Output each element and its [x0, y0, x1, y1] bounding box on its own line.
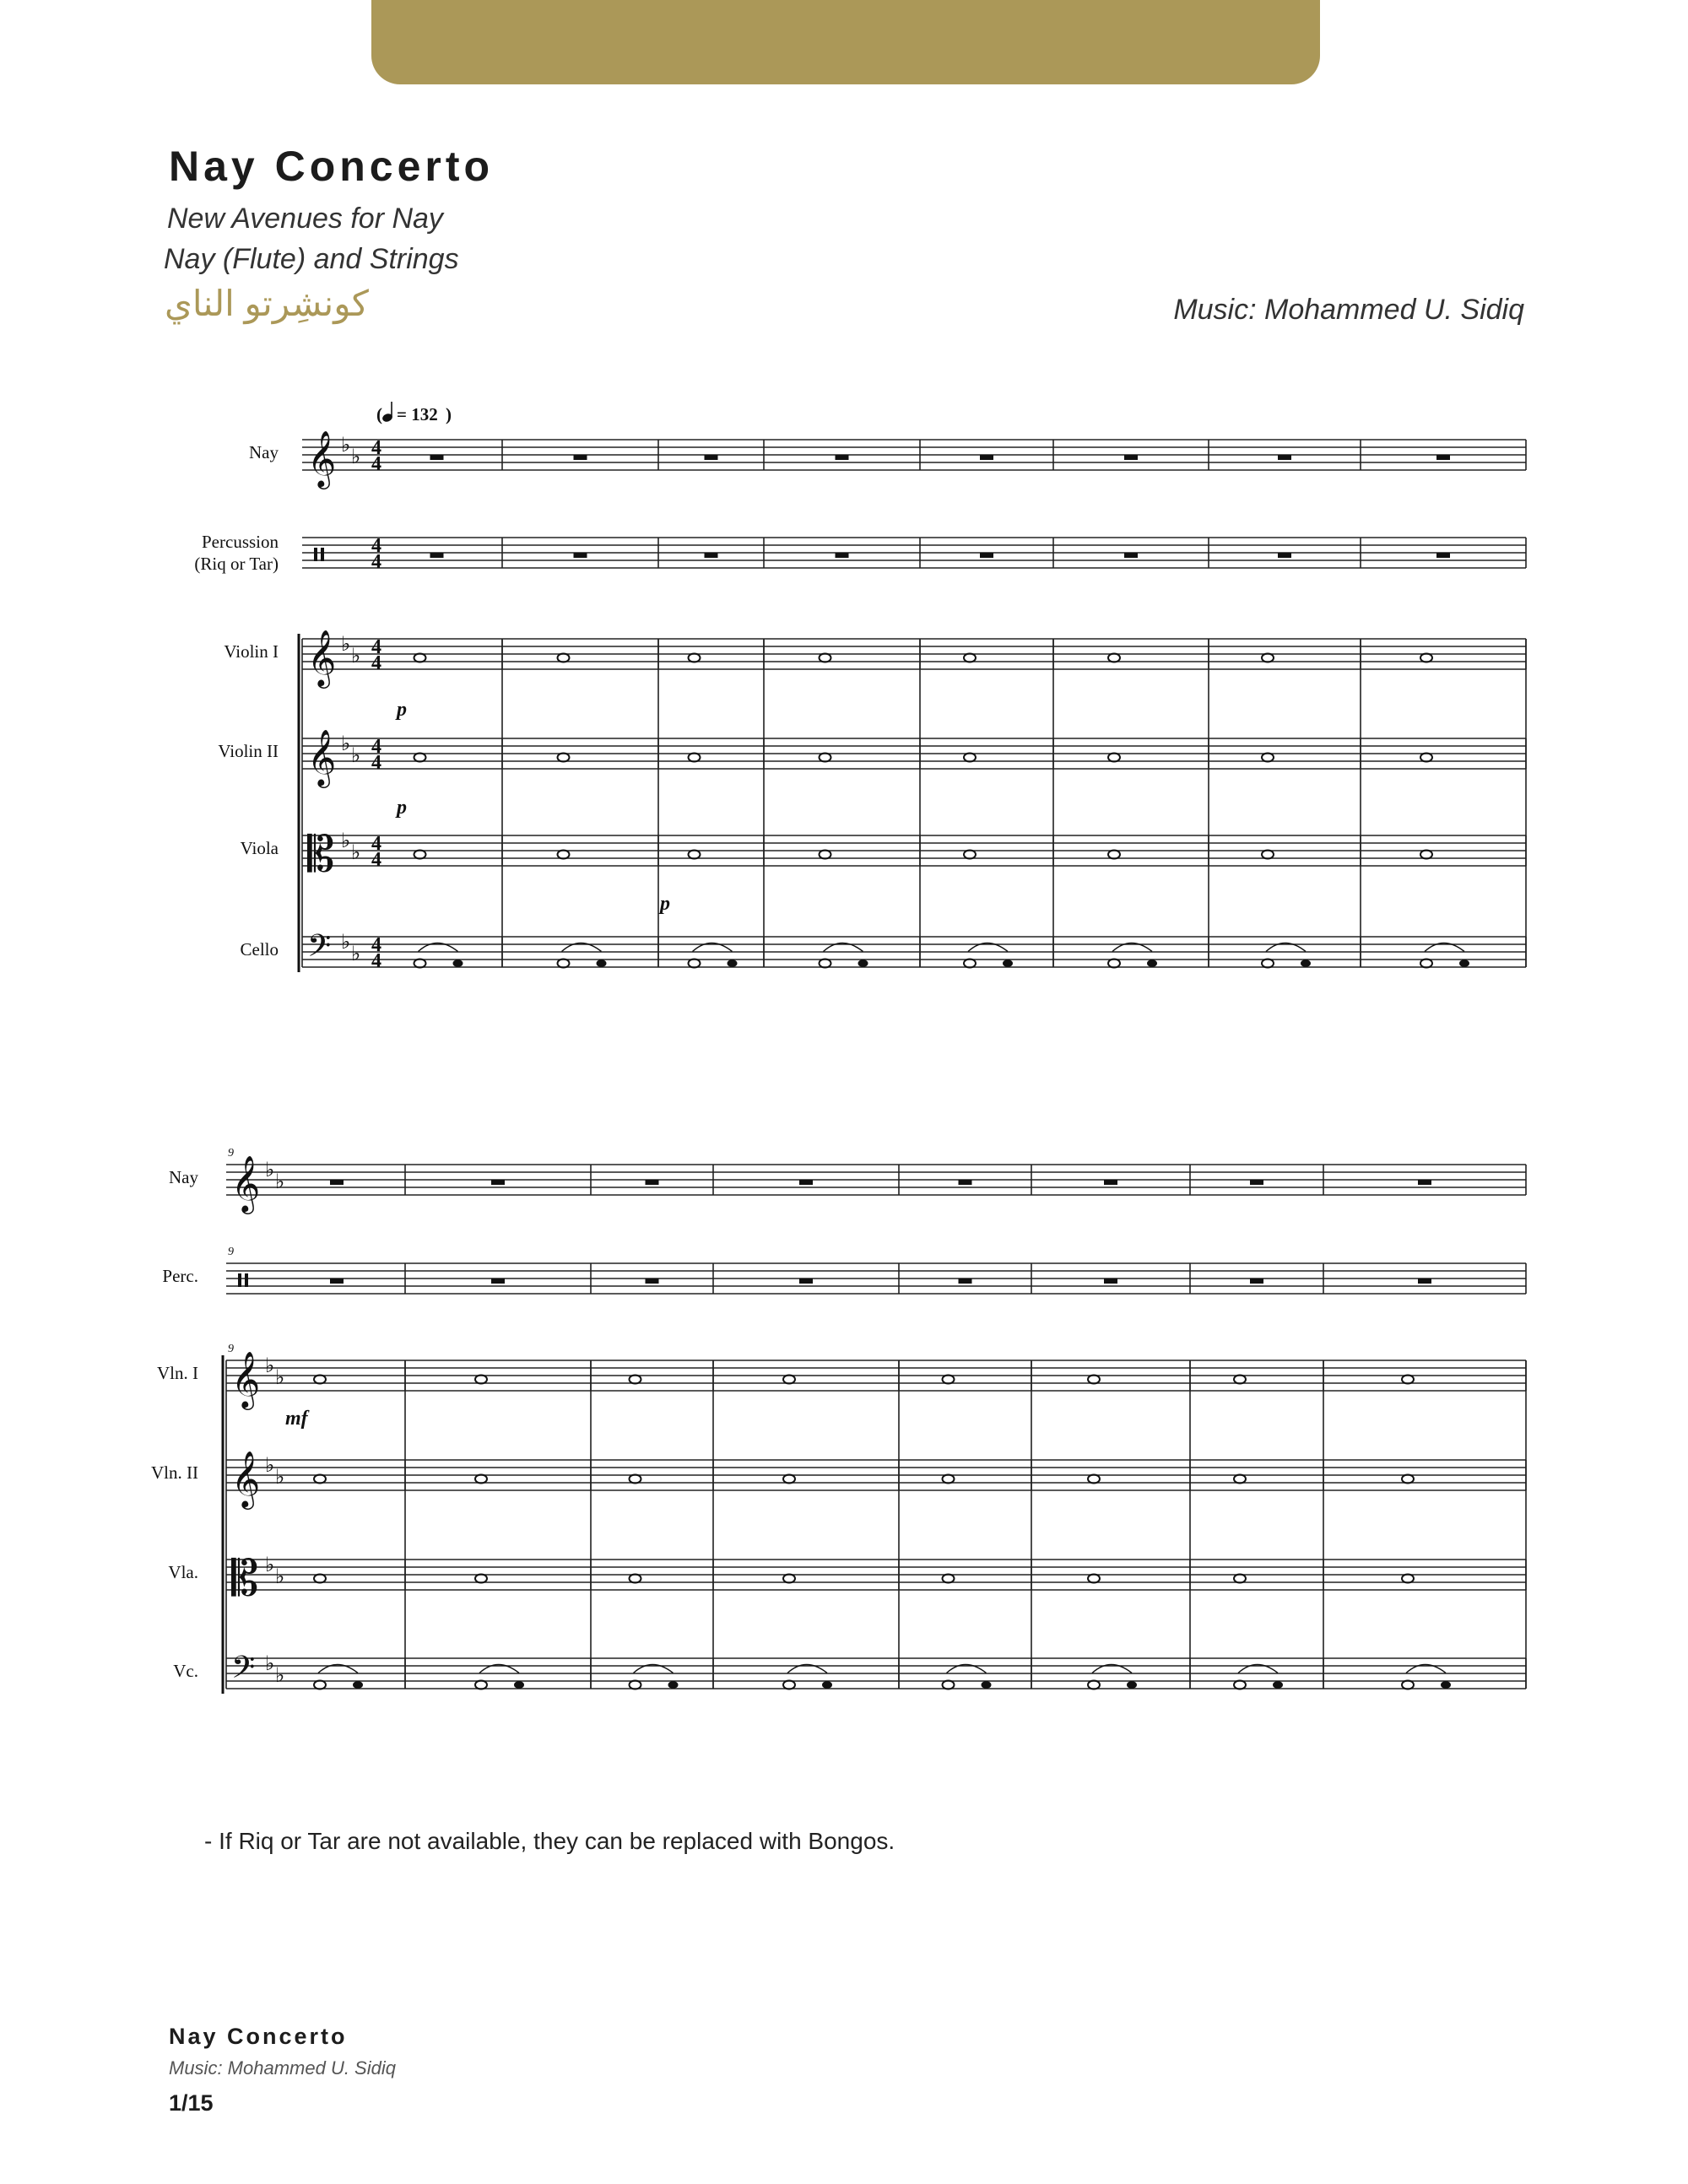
arabic-title: كونشِرتو الناي [165, 284, 369, 323]
note-head [630, 1475, 641, 1484]
whole-rest [491, 1180, 505, 1185]
flat-icon: ♭ [275, 1565, 285, 1588]
note-head [689, 960, 701, 968]
flat-icon: ♭ [275, 1465, 285, 1489]
note-head [414, 960, 426, 968]
time-signature-denominator: 4 [371, 453, 381, 475]
whole-rest [1250, 1180, 1263, 1185]
whole-rest [1104, 1279, 1117, 1284]
note-head [1234, 1475, 1246, 1484]
whole-rest [330, 1279, 344, 1284]
note-head [1127, 1681, 1137, 1689]
treble-clef-icon: 𝄞 [231, 1350, 261, 1408]
note-head [630, 1681, 641, 1689]
whole-rest [1278, 455, 1291, 460]
note-head [822, 1681, 832, 1689]
bass-clef-icon: 𝄢 [307, 928, 332, 971]
note-head [1420, 960, 1432, 968]
flat-icon: ♭ [351, 743, 361, 767]
footer-composer: Music: Mohammed U. Sidiq [169, 2057, 396, 2079]
flat-icon: ♭ [341, 829, 351, 852]
note-head [1402, 1475, 1414, 1484]
whole-rest [980, 455, 993, 460]
note-head [314, 1681, 326, 1689]
note-head [630, 1575, 641, 1583]
whole-rest [799, 1180, 813, 1185]
page-title: Nay Concerto [169, 143, 495, 190]
note-head [689, 851, 701, 859]
alto-clef-icon: 𝄡 [231, 1549, 259, 1607]
note-head [1003, 960, 1013, 967]
treble-clef-icon: 𝄞 [307, 728, 337, 786]
note-head [558, 960, 570, 968]
instrument-label: Nay [249, 442, 279, 462]
note-head [783, 1475, 795, 1484]
whole-rest [574, 455, 587, 460]
treble-clef-icon: 𝄞 [307, 430, 337, 487]
whole-rest [959, 1279, 972, 1284]
note-head [964, 754, 976, 762]
note-head [964, 851, 976, 859]
note-head [1262, 754, 1274, 762]
whole-rest [330, 1180, 344, 1185]
note-head [1234, 1376, 1246, 1384]
whole-rest [1436, 553, 1450, 558]
flat-icon: ♭ [341, 732, 351, 755]
percussion-clef-icon [238, 1273, 241, 1287]
measure-number: 9 [228, 1246, 234, 1258]
flat-icon: ♭ [351, 445, 361, 468]
instrument-label: Cello [240, 939, 279, 960]
flat-icon: ♭ [265, 1158, 275, 1181]
note-head [558, 851, 570, 859]
note-head [1301, 960, 1311, 967]
note-head [943, 1575, 955, 1583]
note-head [964, 960, 976, 968]
whole-rest [1124, 455, 1138, 460]
whole-rest [836, 553, 849, 558]
flat-icon: ♭ [265, 1652, 275, 1675]
whole-rest [1124, 553, 1138, 558]
dynamic-marking: p [660, 893, 670, 915]
note-head [1088, 1376, 1100, 1384]
note-head [1420, 851, 1432, 859]
instrument-label: Viola [240, 838, 279, 858]
tempo-close-paren: ) [446, 404, 452, 424]
whole-rest [646, 1279, 659, 1284]
flat-icon: ♭ [351, 942, 361, 965]
flat-icon: ♭ [341, 930, 351, 954]
note-head [1108, 851, 1120, 859]
flat-icon: ♭ [275, 1663, 285, 1687]
time-signature-denominator: 4 [371, 849, 381, 871]
time-signature-numerator: 4 [371, 736, 381, 758]
instrument-label: Vla. [168, 1562, 198, 1582]
note-head [820, 960, 831, 968]
time-signature-denominator: 4 [371, 652, 381, 674]
alto-clef-icon: 𝄡 [307, 825, 335, 883]
note-head [1262, 851, 1274, 859]
note-head [982, 1681, 992, 1689]
note-head [943, 1475, 955, 1484]
note-head [314, 1575, 326, 1583]
note-head [783, 1376, 795, 1384]
note-head [558, 654, 570, 662]
instrument-label: Violin I [224, 641, 279, 662]
footnote: - If Riq or Tar are not available, they can be replaced with Bongos. [204, 1828, 895, 1854]
footer-title: Nay Concerto [169, 2024, 348, 2049]
note-head [1402, 1376, 1414, 1384]
note-head [820, 754, 831, 762]
whole-rest [705, 553, 718, 558]
note-head [453, 960, 463, 967]
note-head [1420, 754, 1432, 762]
note-head [689, 754, 701, 762]
note-head [964, 654, 976, 662]
whole-rest [430, 553, 444, 558]
note-head [1262, 960, 1274, 968]
whole-rest [491, 1279, 505, 1284]
flat-icon: ♭ [351, 644, 361, 668]
note-head [475, 1376, 487, 1384]
whole-rest [1250, 1279, 1263, 1284]
note-head [689, 654, 701, 662]
flat-icon: ♭ [275, 1170, 285, 1193]
note-head [1402, 1681, 1414, 1689]
whole-rest [1418, 1180, 1431, 1185]
note-head [414, 851, 426, 859]
note-head [1088, 1575, 1100, 1583]
subtitle: New Avenues for Nay [167, 203, 443, 235]
whole-rest [646, 1180, 659, 1185]
whole-rest [1104, 1180, 1117, 1185]
instrument-label: Vc. [173, 1661, 198, 1681]
note-head [597, 960, 607, 967]
whole-rest [574, 553, 587, 558]
score-system-1 [194, 430, 1526, 972]
time-signature-denominator: 4 [371, 551, 381, 573]
instrument-label: (Riq or Tar) [194, 554, 279, 574]
flat-icon: ♭ [341, 632, 351, 656]
note-head [1088, 1681, 1100, 1689]
note-head [1108, 654, 1120, 662]
tempo-open-paren: ( [376, 404, 382, 424]
instrument-label: Vln. I [157, 1363, 198, 1383]
tempo-marking: = 132 [397, 404, 438, 424]
note-head [1088, 1475, 1100, 1484]
dynamic-marking: p [397, 797, 407, 819]
flat-icon: ♭ [351, 841, 361, 864]
whole-rest [430, 455, 444, 460]
whole-rest [705, 455, 718, 460]
note-head [558, 754, 570, 762]
note-head [783, 1575, 795, 1583]
note-head [1234, 1575, 1246, 1583]
whole-rest [959, 1180, 972, 1185]
note-head [1459, 960, 1469, 967]
flat-icon: ♭ [265, 1354, 275, 1377]
time-signature-denominator: 4 [371, 752, 381, 774]
whole-rest [1436, 455, 1450, 460]
note-head [1402, 1575, 1414, 1583]
flat-icon: ♭ [341, 433, 351, 457]
percussion-clef-icon [314, 548, 317, 561]
measure-number: 9 [228, 1343, 234, 1355]
page-number: 1/15 [169, 2090, 214, 2116]
instrument-label: Vln. II [151, 1462, 198, 1483]
flat-icon: ♭ [275, 1365, 285, 1389]
composer-credit: Music: Mohammed U. Sidiq [1173, 294, 1524, 326]
time-signature-numerator: 4 [371, 833, 381, 855]
note-head [1108, 960, 1120, 968]
whole-rest [1418, 1279, 1431, 1284]
time-signature-numerator: 4 [371, 934, 381, 956]
note-head [314, 1475, 326, 1484]
note-head [514, 1681, 524, 1689]
note-head [414, 654, 426, 662]
instrument-label: Violin II [218, 741, 279, 761]
instrument-label: Nay [169, 1167, 198, 1187]
treble-clef-icon: 𝄞 [231, 1154, 261, 1212]
note-head [668, 1681, 679, 1689]
note-head [475, 1681, 487, 1689]
dynamic-marking: p [397, 699, 407, 721]
note-head [1420, 654, 1432, 662]
whole-rest [836, 455, 849, 460]
percussion-clef-icon [245, 1273, 248, 1287]
note-head [1108, 754, 1120, 762]
note-head [475, 1475, 487, 1484]
instrumentation: Nay (Flute) and Strings [164, 243, 459, 275]
note-head [783, 1681, 795, 1689]
note-head [943, 1376, 955, 1384]
instrument-label: Perc. [162, 1266, 198, 1286]
note-head [1273, 1681, 1283, 1689]
note-head [728, 960, 738, 967]
flat-icon: ♭ [265, 1453, 275, 1477]
dynamic-marking: mf [285, 1408, 308, 1430]
measure-number: 9 [228, 1147, 234, 1160]
note-head [314, 1376, 326, 1384]
note-head [630, 1376, 641, 1384]
note-head [414, 754, 426, 762]
note-head [820, 654, 831, 662]
whole-rest [980, 553, 993, 558]
whole-rest [799, 1279, 813, 1284]
flat-icon: ♭ [265, 1553, 275, 1576]
whole-rest [1278, 553, 1291, 558]
bass-clef-icon: 𝄢 [231, 1650, 256, 1693]
note-head [1441, 1681, 1451, 1689]
note-head [1234, 1681, 1246, 1689]
note-head [1147, 960, 1157, 967]
time-signature-numerator: 4 [371, 535, 381, 557]
treble-clef-icon: 𝄞 [307, 629, 337, 686]
time-signature-numerator: 4 [371, 636, 381, 658]
time-signature-numerator: 4 [371, 437, 381, 459]
note-head [1262, 654, 1274, 662]
instrument-label: Percussion [202, 532, 279, 552]
note-head [475, 1575, 487, 1583]
percussion-clef-icon [321, 548, 324, 561]
treble-clef-icon: 𝄞 [231, 1450, 261, 1507]
note-head [820, 851, 831, 859]
note-head [943, 1681, 955, 1689]
note-head [858, 960, 868, 967]
note-head [353, 1681, 363, 1689]
score-system-2 [151, 1147, 1526, 1694]
time-signature-denominator: 4 [371, 950, 381, 972]
